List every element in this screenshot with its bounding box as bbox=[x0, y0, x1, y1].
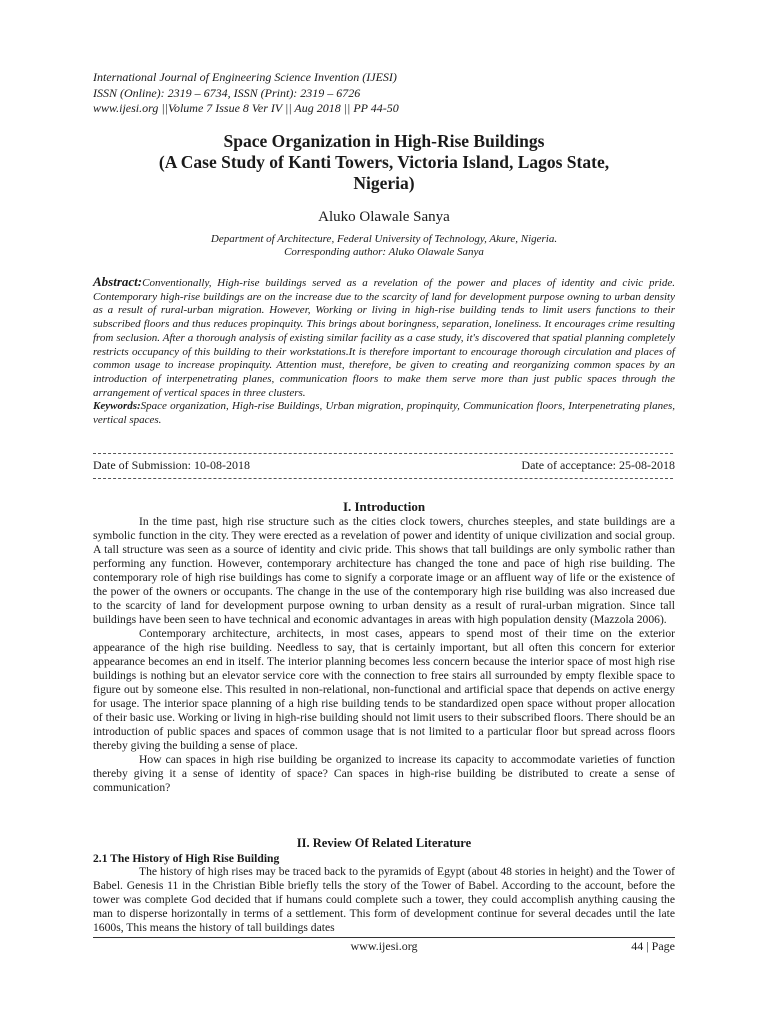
keywords-paragraph bbox=[93, 400, 675, 427]
introduction-body bbox=[93, 515, 675, 795]
submission-date: Date of Submission: 10-08-2018 bbox=[93, 458, 250, 472]
footer-rule bbox=[93, 937, 675, 938]
abstract-paragraph bbox=[93, 275, 675, 400]
abstract-block bbox=[93, 275, 675, 428]
title-line-2: (A Case Study of Kanti Towers, Victoria Island, Lagos State, bbox=[158, 152, 610, 172]
dates-row bbox=[93, 458, 675, 473]
divider-bottom bbox=[93, 478, 673, 479]
abstract-text: Conventionally, High-rise buildings served as a revelation of the power and places of identity and civic pride. Contemporary high-rise buildings are on the increase due to the scarcity of land for development purpose owning to urban density as a result of rural-urban migration. However, Working or living in high-rise building tends to limit users functions to their subscribed floors and thus reduces propinquity. This brings about boringness, separation, loneliness. It encourages crime resulting from seclusion. After a thorough analysis of existing similar facility as a case study, it's discovered that spatial planning completely restricts occupancy of this building to their workstations.It is therefore important to encourage thorough circulation and places of common usage to increase propinquity. Attention must, therefore, be given to creating and reorganizing common spaces by an introduction of interpenetrating planes, communication floors to make them serve more than just public spaces through the arrangement of vertical spaces in three clusters. bbox=[93, 277, 675, 399]
keywords-text: Space organization, High-rise Buildings, Urban migration, propinquity, Communication floors, Interpenetrating planes, vertical spaces. bbox=[93, 400, 675, 427]
abstract-label: Abstract: bbox=[93, 274, 143, 289]
divider-top bbox=[93, 453, 673, 454]
page-number: 44 | Page bbox=[631, 939, 675, 953]
journal-name: International Journal of Engineering Science Invention (IJESI) bbox=[93, 70, 397, 84]
section-heading-review: II. Review Of Related Literature bbox=[296, 836, 472, 850]
journal-issn: ISSN (Online): 2319 – 6734, ISSN (Print): 2319 – 6726 bbox=[93, 85, 361, 100]
section-heading-introduction: I. Introduction bbox=[342, 499, 426, 514]
history-body bbox=[93, 865, 675, 935]
department: Department of Architecture, Federal University of Technology, Akure, Nigeria. bbox=[210, 233, 558, 245]
keywords-label: Keywords: bbox=[93, 400, 141, 413]
intro-paragraph-1: In the time past, high rise structure such as the cities clock towers, churches steeples, and state buildings are a symbolic function in the city. They were erected as a revelation of power and identity of unique civilization and social group. A tall structure was seen as a source of identity and civic pride. This shows that tall buildings are only symbolic rather than performing any function. However, contemporary architecture has changed the tone and pace of high rise building. The contemporary role of high rise buildings has come to signify a corporate image or an affluent way of life or the existence of the power of the owners or occupants. The change in the use of the contemporary high rise building was also increased due to the scarcity of land for development purpose owning to urban density as a result of rural-urban migration. Since tall buildings have been seen to have technical and economic advantages in areas with high population density (Mazzola 2006). bbox=[93, 515, 675, 626]
paper-title bbox=[93, 131, 675, 194]
acceptance-date: Date of acceptance: 25-08-2018 bbox=[521, 458, 675, 472]
intro-paragraph-2: Contemporary architecture, architects, in most cases, appears to spend most of their time on the exterior appearance of the high rise building. Needless to say, that is certainly important, but all often this concern for exterior appearance becomes an end in itself. The interior planning becomes less concern because the interior space of most high rise buildings is nothing but an elevator service core with the connection to free stairs all surrounded by empty flexible space to figure out by someone else. This resulted in non-relational, non-functional and artificial space that depends on active energy for usage. The interior space planning of a high rise building tends to be standardized open space without proper allocation of their basic use. Working or living in high-rise building should not limit users to their subscribed floors. There should be an introduction of public spaces and spaces of common usage that is not limited to a particular floor but spread across floors thereby giving the building a sense of place. bbox=[93, 627, 675, 752]
title-line-1: Space Organization in High-Rise Buildings bbox=[223, 131, 545, 151]
author-name: Aluko Olawale Sanya bbox=[318, 209, 450, 225]
subsection-heading-history: 2.1 The History of High Rise Building bbox=[93, 852, 280, 865]
intro-paragraph-3: How can spaces in high rise building be organized to increase its capacity to accommodate varieties of function thereby giving it a sense of identity of space? Can spaces in high-rise building be distributed to create a sense of communication? bbox=[93, 753, 675, 794]
corresponding-author: Corresponding author: Aluko Olawale Sanya bbox=[284, 246, 484, 258]
footer-url: www.ijesi.org bbox=[350, 939, 418, 953]
title-line-3: Nigeria) bbox=[353, 173, 415, 193]
affiliation bbox=[93, 233, 675, 259]
journal-header bbox=[93, 70, 675, 117]
journal-volume: www.ijesi.org ||Volume 7 Issue 8 Ver IV || Aug 2018 || PP 44-50 bbox=[93, 101, 399, 115]
history-paragraph-1: The history of high rises may be traced back to the pyramids of Egypt (about 48 stories in height) and the Tower of Babel. Genesis 11 in the Christian Bible briefly tells the story of the Tower of Babel. According to the account, before the tower was complete God decided that if humans could complete such a tower, they could accomplish anything causing the man to disperse horizontally in terms of a settlement. This form of development continue for several decades until the late 1600s, This means the history of tall buildings dates bbox=[93, 865, 675, 934]
